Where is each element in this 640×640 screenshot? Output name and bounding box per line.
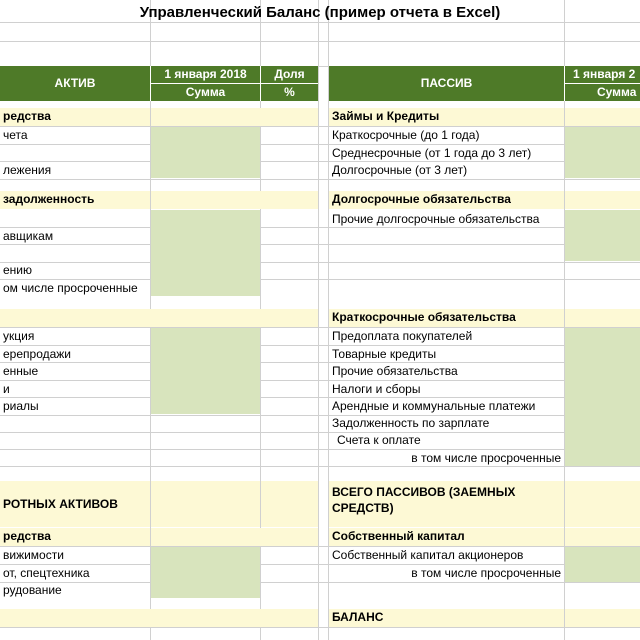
left-section-6 <box>0 609 318 627</box>
left-row-label: авщикам <box>3 229 54 243</box>
left-total-fill <box>151 481 260 527</box>
right-section-fill <box>565 481 640 527</box>
right-row-label: в том числе просроченные <box>411 566 561 580</box>
grid-line <box>318 0 319 640</box>
left-row-label: ерепродажи <box>3 347 72 361</box>
left-row-label: вижимости <box>3 548 64 562</box>
left-section-1-fill <box>151 108 318 126</box>
right-row-label: Прочие обязательства <box>332 364 458 378</box>
left-section-2: задолженность <box>0 191 150 209</box>
left-section-3 <box>0 309 318 327</box>
header-date-right: 1 января 2 <box>565 66 640 83</box>
right-row-label: Товарные кредиты <box>332 347 437 361</box>
right-row-label: Краткосрочные (до 1 года) <box>332 128 480 142</box>
left-row-label: ению <box>3 263 33 277</box>
report-title: Управленческий Баланс (пример отчета в Excel) <box>139 4 501 21</box>
right-section-fill <box>565 108 640 126</box>
header-sum: Сумма <box>151 84 260 101</box>
right-section-balance: БАЛАНС <box>329 609 564 627</box>
left-value-cell[interactable] <box>151 328 260 414</box>
right-section-fill <box>565 528 640 546</box>
left-row-label: чета <box>3 128 28 142</box>
left-row-label: рудование <box>3 583 62 597</box>
right-row-label: Собственный капитал акционеров <box>332 548 524 562</box>
left-section-5: редства <box>0 528 150 546</box>
left-row-label: лежения <box>3 163 52 177</box>
grid-line <box>260 66 261 101</box>
right-section-shortterm: Краткосрочные обязательства <box>329 309 564 327</box>
right-value-cell[interactable] <box>565 210 640 261</box>
left-total-fill <box>261 481 318 527</box>
right-value-cell[interactable] <box>565 328 640 466</box>
right-total-liabilities: ВСЕГО ПАССИВОВ (ЗАЕМНЫХ СРЕДСТВ) <box>329 481 564 527</box>
left-row-label: риалы <box>3 399 39 413</box>
header-share: Доля <box>261 66 318 83</box>
right-section-fill <box>565 191 640 209</box>
header-passiv: ПАССИВ <box>329 66 564 101</box>
grid-line <box>0 41 640 42</box>
right-row-label: Предоплата покупателей <box>332 329 473 343</box>
right-value-cell[interactable] <box>565 127 640 178</box>
right-section-loans: Займы и Кредиты <box>329 108 564 126</box>
grid-line <box>150 66 151 101</box>
left-section-5-fill <box>151 528 318 546</box>
grid-line <box>0 627 640 628</box>
left-row-label: от, спецтехника <box>3 566 90 580</box>
grid-line <box>0 179 640 180</box>
right-section-longterm: Долгосрочные обязательства <box>329 191 564 209</box>
header-percent: % <box>261 84 318 101</box>
right-section-fill <box>565 609 640 627</box>
left-value-cell[interactable] <box>151 547 260 598</box>
right-section-equity: Собственный капитал <box>329 528 564 546</box>
left-total-current-assets: РОТНЫХ АКТИВОВ <box>0 481 150 527</box>
left-row-label: енные <box>3 364 39 378</box>
right-row-label: Задолженность по зарплате <box>332 416 490 430</box>
right-value-cell[interactable] <box>565 547 640 582</box>
header-sum-right: Сумма <box>565 84 640 101</box>
right-row-label: Среднесрочные (от 1 года до 3 лет) <box>332 146 532 160</box>
right-row-label: Счета к оплате <box>337 433 421 447</box>
left-row-label: ом числе просроченные <box>3 281 138 295</box>
left-value-cell[interactable] <box>151 127 260 178</box>
right-row-label: Долгосрочные (от 3 лет) <box>332 163 468 177</box>
header-aktiv: АКТИВ <box>0 66 150 101</box>
grid-line <box>564 66 565 101</box>
right-row-label: в том числе просроченные <box>411 451 561 465</box>
right-row-label: Арендные и коммунальные платежи <box>332 399 536 413</box>
left-row-label: укция <box>3 329 35 343</box>
left-row-label: и <box>3 382 10 396</box>
left-section-2-fill <box>151 191 318 209</box>
right-row-label: Налоги и сборы <box>332 382 421 396</box>
left-section-1: редства <box>0 108 150 126</box>
header-date: 1 января 2018 <box>151 66 260 83</box>
left-value-cell[interactable] <box>151 210 260 296</box>
right-row-label: Прочие долгосрочные обязательства <box>332 212 540 226</box>
right-section-fill <box>565 309 640 327</box>
